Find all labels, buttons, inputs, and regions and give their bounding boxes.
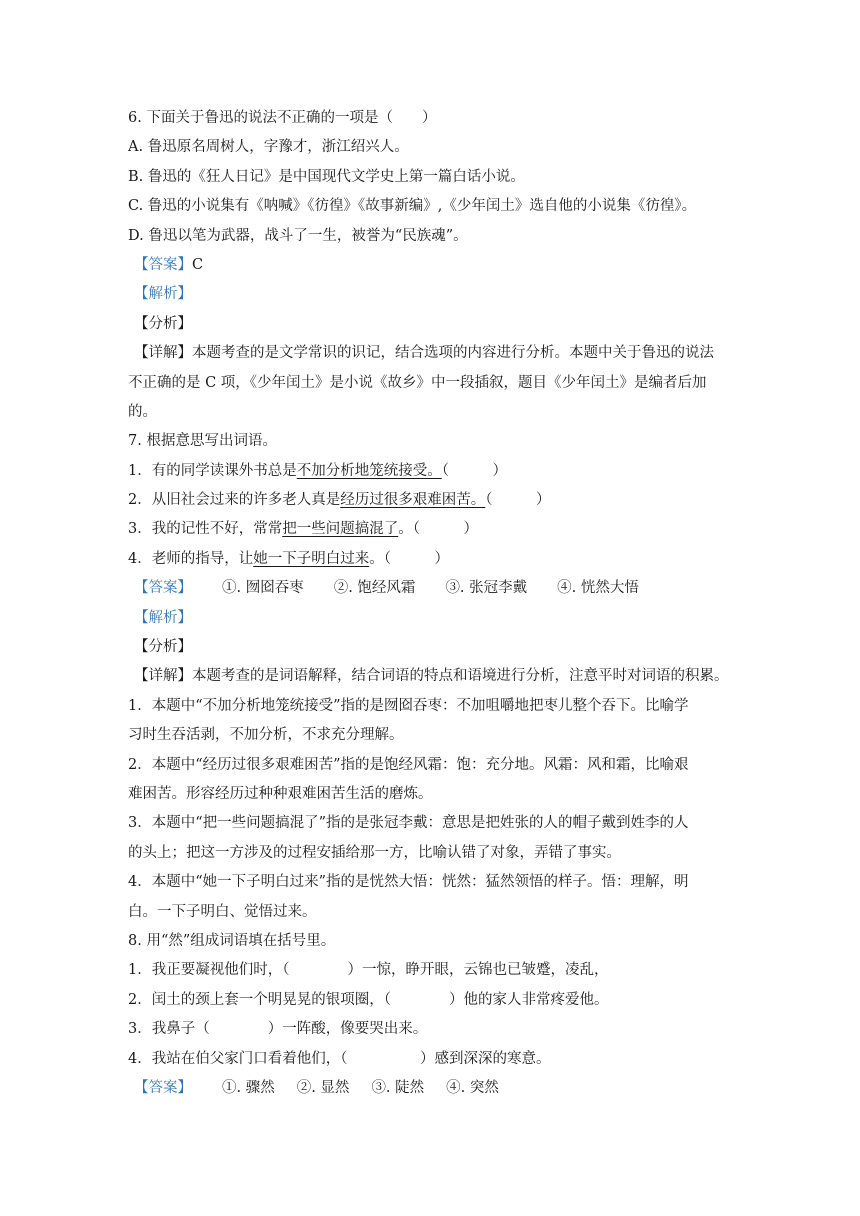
q7-item-text: 2．从旧社会过来的许多老人真是 [128, 492, 341, 509]
q7-question: 7. 根据意思写出词语。 [128, 433, 277, 450]
q7-detail-line: 3．本题中“把一些问题搞混了”指的是张冠李戴：意思是把姓张的人的帽子戴到姓李的人 [128, 815, 689, 832]
q7-answer-4: ④. 恍然大悟 [557, 580, 639, 597]
q7-item-4 [128, 545, 738, 574]
q7-item-blank: 。（ ） [369, 550, 449, 567]
q6-detail-line: 不正确的是 C 项，《少年闰土》是小说《故乡》中一段插叙，题目《少年闰土》是编者后加 [128, 374, 707, 391]
q8-item-2: 2．闰土的颈上套一个明晃晃的银项圈，（ ）他的家人非常疼爱他。 [128, 991, 609, 1008]
document-content [128, 104, 738, 1103]
q6-option-b: B. 鲁迅的《狂人日记》是中国现代文学史上第一篇白话小说。 [128, 168, 525, 185]
q6-analysis-tag: 【解析】 [134, 286, 192, 303]
q7-item-blank: （ ） [485, 492, 551, 509]
q7-item-text: 4．老师的指导，让 [128, 550, 254, 567]
q6-detail-line: 【详解】本题考查的是文学常识的识记，结合选项的内容进行分析。本题中关于鲁迅的说法 [134, 345, 714, 362]
q7-detail-line: 习时生吞活剥，不加分析，不求充分理解。 [128, 727, 404, 744]
q7-answer-1: ①. 囫囵吞枣 [222, 580, 304, 597]
q6-option-d: D. 鲁迅以笔为武器，战斗了一生，被誉为“民族魂”。 [128, 227, 468, 244]
q8-answer-3: ③. 陡然 [371, 1079, 425, 1096]
q7-detail-line: 4．本题中“她一下子明白过来”指的是恍然大悟：恍然：猛然领悟的样子。悟：理解，明 [128, 874, 689, 891]
q7-detail-line: 白。一下子明白、觉悟过来。 [128, 903, 317, 920]
q6-detail-line: 的。 [128, 403, 157, 420]
q7-item-2 [128, 486, 738, 515]
q7-item-text: 3．我的记性不好，常常 [128, 521, 283, 538]
q7-item-blank: 。（ ） [398, 521, 478, 538]
q8-item-1: 1．我正要凝视他们时，（ ）一惊，睁开眼，云锦也已皱蹙，凌乱， [128, 962, 609, 979]
q7-detail-line: 【详解】本题考查的是词语解释，结合词语的特点和语境进行分析，注意平时对词语的积累。 [134, 668, 729, 685]
q7-detail-line: 2．本题中“经历过很多艰难困苦”指的是饱经风霜：饱：充分地。风霜：风和霜，比喻艰 [128, 756, 689, 773]
q7-item-blank: （ ） [441, 462, 507, 479]
q6-question: 6. 下面关于鲁迅的说法不正确的一项是（ ） [128, 110, 437, 126]
q7-answer-3: ③. 张冠李戴 [445, 580, 528, 597]
q8-answer-4: ④. 突然 [446, 1079, 499, 1096]
q6-option-c: C. 鲁迅的小说集有《呐喊》《彷徨》《故事新编》,《少年闰土》选自他的小说集《彷徨》。 [128, 198, 697, 215]
q7-detail-line: 的头上；把这一方涉及的过程安插给那一方，比喻认错了对象，弄错了事实。 [128, 844, 621, 861]
q7-item-underlined: 她一下子明白过来 [253, 550, 370, 567]
q7-item-underlined: 不加分析地笼统接受。 [296, 462, 442, 479]
q7-detail-line: 1．本题中“不加分析地笼统接受”指的是囫囵吞枣：不加咀嚼地把枣儿整个吞下。比喻学 [128, 697, 689, 714]
q7-item-text: 1．有的同学读课外书总是 [128, 462, 297, 479]
q8-answer [128, 1074, 738, 1103]
q7-detail-line: 难困苦。形容经历过种种艰难困苦生活的磨炼。 [128, 785, 433, 802]
q7-answer [128, 574, 738, 603]
q8-item-3: 3．我鼻子（ ）一阵酸，像要哭出来。 [128, 1021, 428, 1038]
q7-item-underlined: 把一些问题搞混了 [282, 521, 399, 538]
q8-question: 8. 用“然”组成词语填在括号里。 [128, 932, 336, 949]
answer-tag: 【答案】 [134, 1079, 192, 1096]
q6-answer [128, 251, 738, 280]
q7-analysis-tag: 【解析】 [134, 609, 192, 626]
answer-tag: 【答案】 [134, 256, 192, 273]
q7-item-1 [128, 457, 738, 486]
q6-option-a: A. 鲁迅原名周树人，字豫才，浙江绍兴人。 [128, 139, 409, 156]
q8-item-4: 4．我站在伯父家门口看着他们，（ ）感到深深的寒意。 [128, 1050, 551, 1067]
q8-answer-1: ①. 骤然 [222, 1079, 275, 1096]
q7-answer-2: ②. 饱经风霜 [333, 580, 416, 597]
q6-answer-value: C [192, 256, 204, 273]
q7-fenxi: 【分析】 [134, 639, 192, 656]
q6-fenxi: 【分析】 [134, 315, 192, 332]
q7-item-underlined: 经历过很多艰难困苦。 [340, 492, 486, 509]
q7-item-3 [128, 515, 738, 544]
q8-answer-2: ②. 显然 [296, 1079, 350, 1096]
answer-tag: 【答案】 [134, 580, 192, 597]
